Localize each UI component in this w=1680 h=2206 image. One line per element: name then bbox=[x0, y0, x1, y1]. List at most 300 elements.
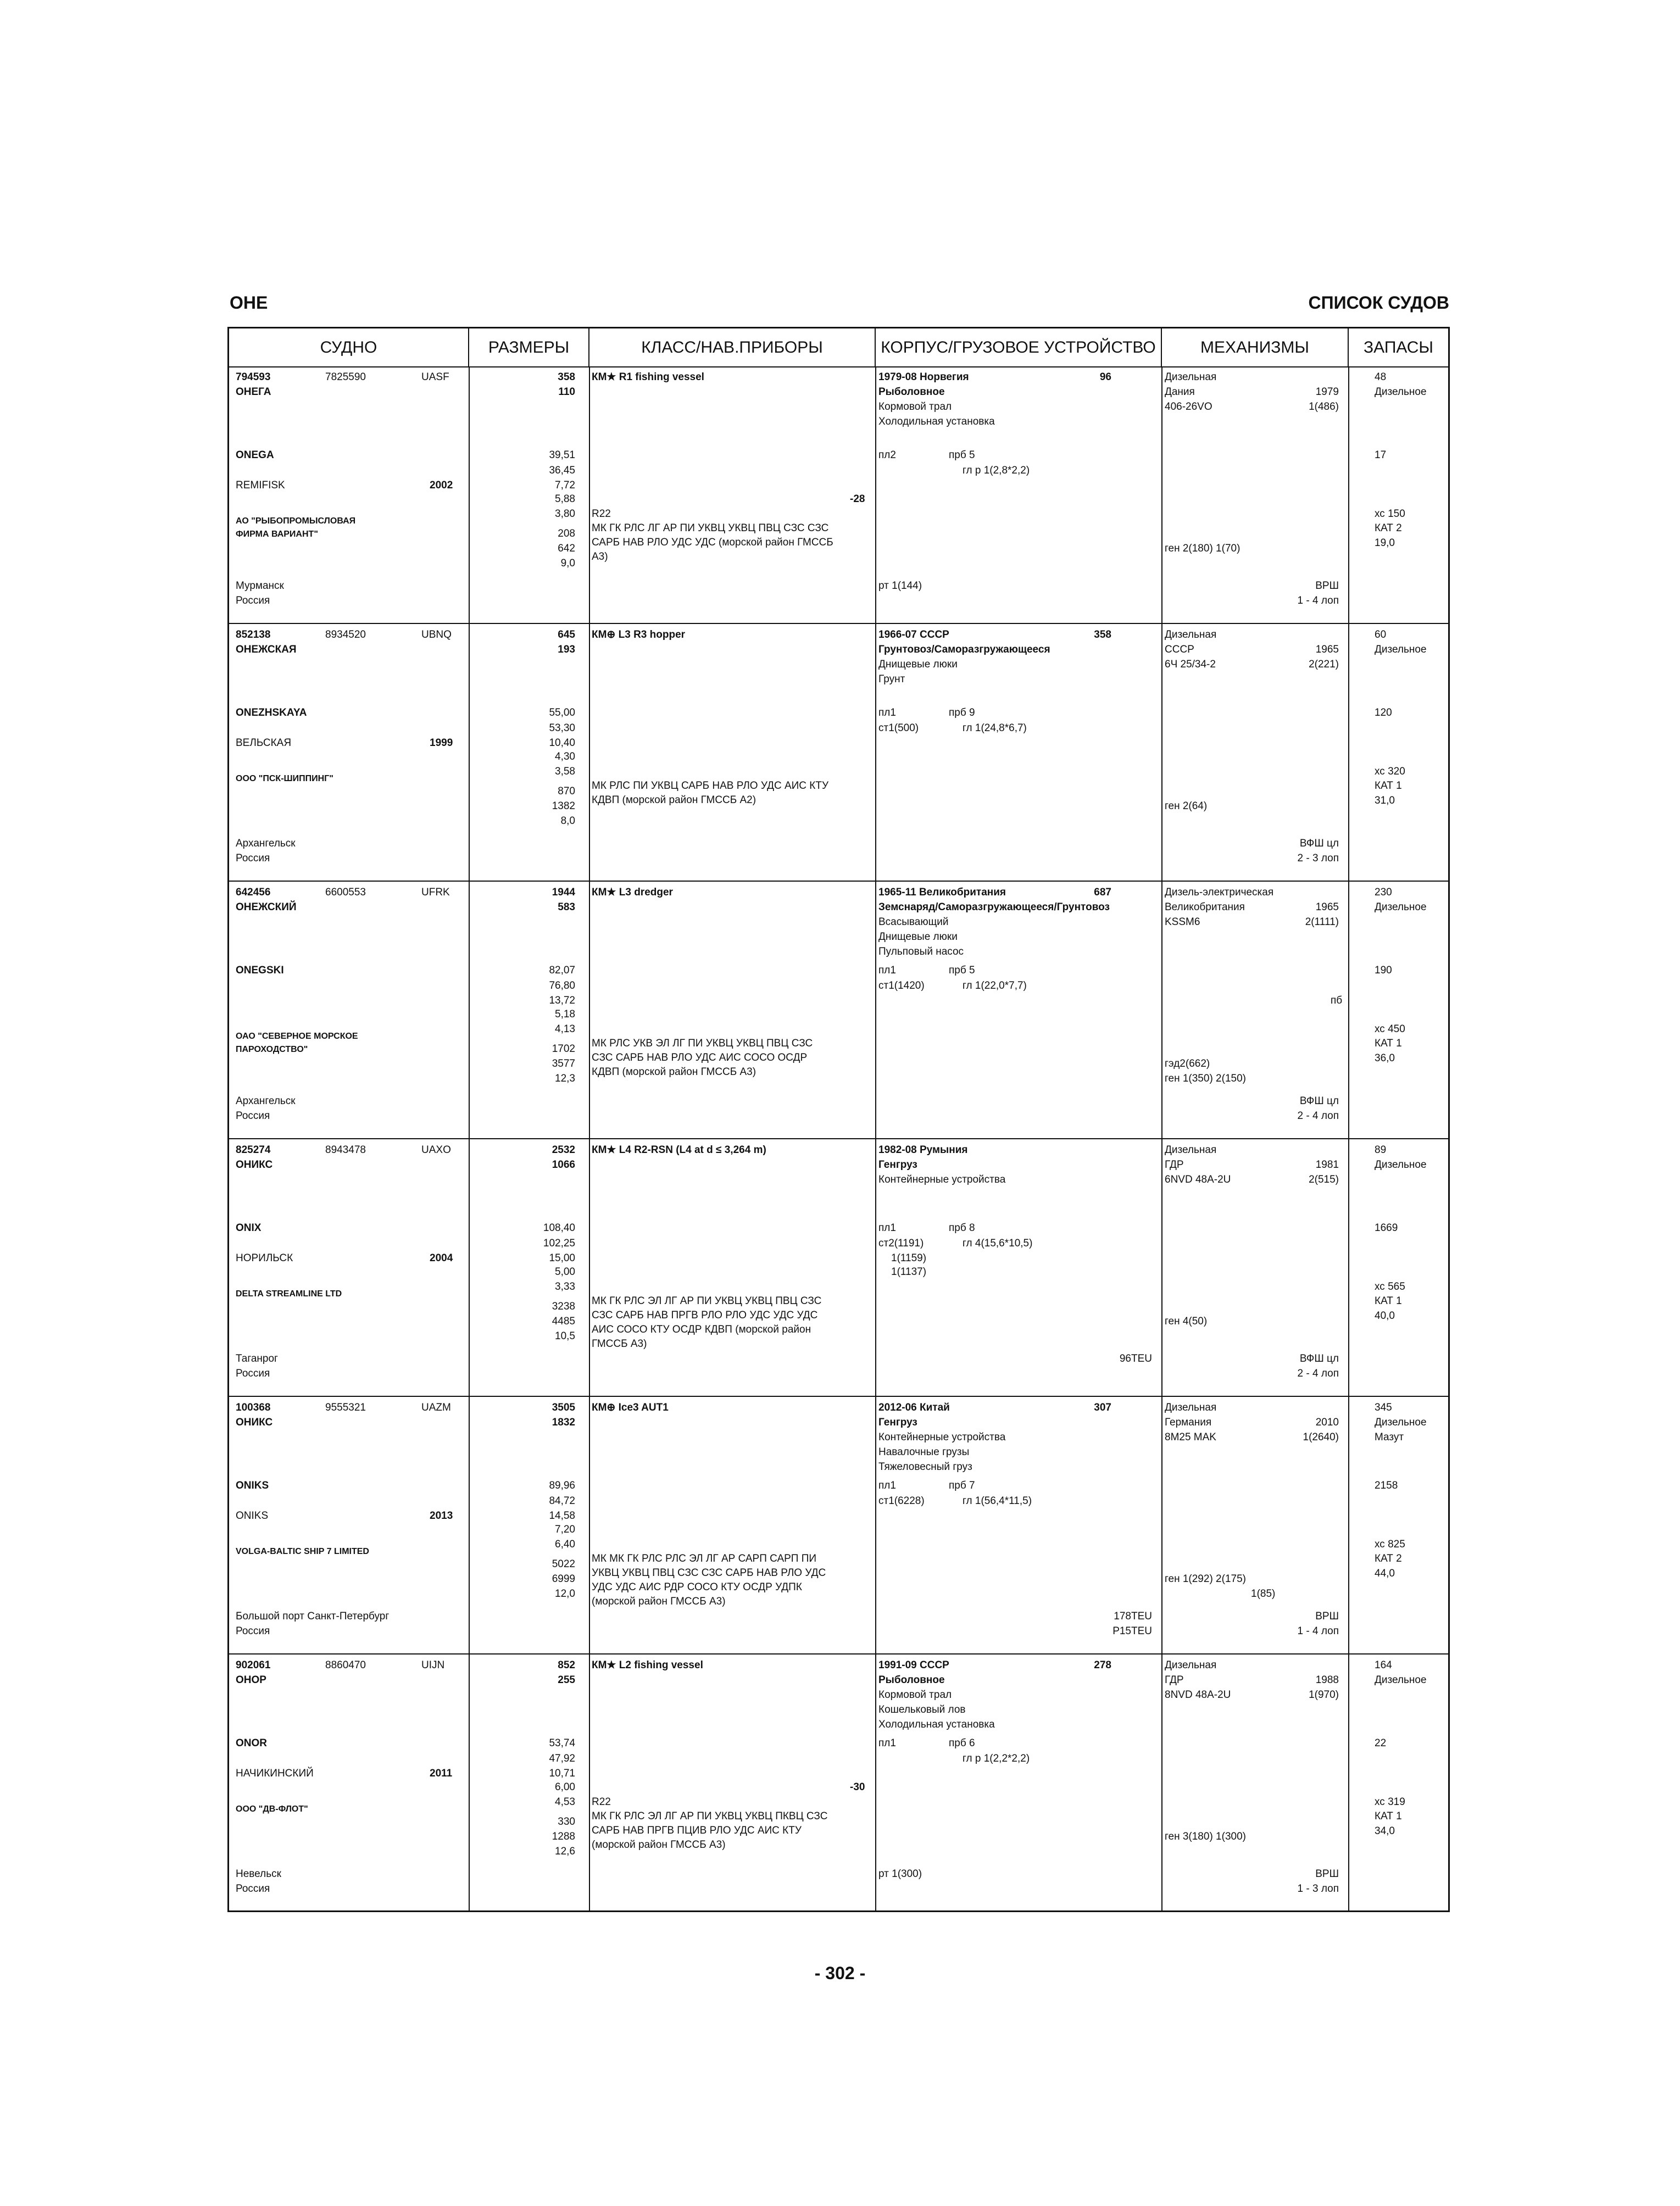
engine-power: 1(486) bbox=[1309, 401, 1339, 413]
dimension-value: 2532 bbox=[552, 1144, 575, 1156]
dimension-value: 3,58 bbox=[555, 766, 575, 777]
dimension-value: 89,96 bbox=[549, 1480, 575, 1491]
ship-type: Генгруз bbox=[878, 1159, 917, 1171]
hold-count: пл1 bbox=[878, 1222, 896, 1234]
nav-equipment-line: МК РЛС УКВ ЭЛ ЛГ ПИ УКВЦ УКВЦ ПВЦ СЗС bbox=[592, 1038, 813, 1049]
ship-name: ОНЕЖСКИЙ bbox=[236, 901, 297, 913]
hull-feature: Днищевые люки bbox=[878, 931, 958, 943]
dimension-value: 208 bbox=[558, 528, 575, 539]
stores-value: 31,0 bbox=[1375, 795, 1395, 806]
dimension-value: 9,0 bbox=[560, 558, 575, 569]
build-number: 96 bbox=[1099, 371, 1111, 383]
ship-record bbox=[229, 882, 1448, 1139]
home-port: Невельск bbox=[236, 1868, 281, 1880]
dimension-value: 1382 bbox=[552, 800, 575, 812]
header-left: ОНЕ bbox=[230, 293, 268, 313]
ship-type: Рыболовное bbox=[878, 386, 945, 398]
nav-equipment-line: А3) bbox=[592, 551, 608, 562]
column-header-stores: ЗАПАСЫ bbox=[1364, 338, 1433, 356]
stores-value: КАТ 1 bbox=[1375, 1811, 1402, 1822]
hull-feature: Днищевые люки bbox=[878, 659, 958, 670]
engine-power: 2(515) bbox=[1309, 1174, 1339, 1185]
stores-value: 19,0 bbox=[1375, 537, 1395, 549]
propeller-blades: 1 - 4 лоп bbox=[1297, 1625, 1339, 1637]
home-port: Таганрог bbox=[236, 1353, 278, 1364]
engine-year: 2010 bbox=[1315, 1417, 1339, 1428]
stores-value: 190 bbox=[1375, 965, 1392, 976]
ship-name: ОНЕЖСКАЯ bbox=[236, 644, 297, 655]
stores-value: 60 bbox=[1375, 629, 1387, 640]
owner: DELTA STREAMLINE LTD bbox=[236, 1289, 342, 1299]
dimension-value: 39,51 bbox=[549, 449, 575, 461]
build-date-country: 1991-09 СССР bbox=[878, 1659, 949, 1671]
machinery-line: 8M25 MAK bbox=[1165, 1431, 1216, 1443]
stores-value: хс 565 bbox=[1375, 1281, 1405, 1293]
dimension-value: 3,80 bbox=[555, 508, 575, 520]
dimension-value: 3505 bbox=[552, 1402, 575, 1413]
build-date-country: 1966-07 СССР bbox=[878, 629, 949, 640]
machinery-line: 406-26VO bbox=[1165, 401, 1212, 413]
registry-number: 825274 bbox=[236, 1144, 271, 1156]
dimension-value: 255 bbox=[558, 1674, 575, 1686]
stores-value: 2158 bbox=[1375, 1480, 1398, 1491]
machinery-line: Великобритания bbox=[1165, 901, 1245, 913]
home-port: Архангельск bbox=[236, 838, 296, 849]
country: Россия bbox=[236, 1110, 270, 1122]
dimension-value: 7,72 bbox=[555, 480, 575, 491]
generators: ген 2(64) bbox=[1165, 800, 1208, 812]
container-capacity: 178TEU bbox=[1114, 1611, 1152, 1622]
call-sign: UAZM bbox=[421, 1402, 451, 1413]
r-code: R22 bbox=[592, 508, 611, 520]
hold-count: пл1 bbox=[878, 1737, 896, 1749]
machinery-line: Дизельная bbox=[1165, 1659, 1217, 1671]
ship-name: ОНИКС bbox=[236, 1159, 273, 1171]
nav-equipment-line: (морской район ГМССБ А3) bbox=[592, 1839, 726, 1851]
stores-value: Дизельное bbox=[1375, 644, 1427, 655]
stores-value: 17 bbox=[1375, 449, 1387, 461]
class-notation: КМ★ L4 R2-RSN (L4 at d ≤ 3,264 m) bbox=[592, 1144, 766, 1156]
nav-equipment-line: САРБ НАВ РЛО УДС УДС (морской район ГМССБ bbox=[592, 537, 833, 548]
hull-feature: Холодильная установка bbox=[878, 1719, 995, 1730]
dimension-value: 4485 bbox=[552, 1316, 575, 1327]
hull-feature: Кормовой трал bbox=[878, 401, 952, 413]
former-name-year: 1999 bbox=[430, 737, 453, 749]
propeller-blades: 2 - 3 лоп bbox=[1297, 853, 1339, 864]
imo-number: 8860470 bbox=[325, 1659, 366, 1671]
dimension-value: 108,40 bbox=[543, 1222, 575, 1234]
dimension-value: 10,5 bbox=[555, 1330, 575, 1342]
build-number: 358 bbox=[1094, 629, 1111, 640]
dimension-value: 1288 bbox=[552, 1831, 575, 1842]
dimension-value: 3,33 bbox=[555, 1281, 575, 1293]
stores-value: 40,0 bbox=[1375, 1310, 1395, 1322]
imo-number: 8943478 bbox=[325, 1144, 366, 1156]
ship-name-latin: ONEGA bbox=[236, 449, 274, 461]
machinery-line: Дания bbox=[1165, 386, 1195, 398]
dimension-value: 4,53 bbox=[555, 1796, 575, 1808]
dimension-value: 642 bbox=[558, 543, 575, 554]
propeller-type: ВФШ цл bbox=[1299, 838, 1339, 849]
build-number: 687 bbox=[1094, 887, 1111, 898]
machinery-line: Дизельная bbox=[1165, 1402, 1217, 1413]
dimension-value: 5,18 bbox=[555, 1009, 575, 1020]
call-sign: UBNQ bbox=[421, 629, 452, 640]
ship-name: ОНИКС bbox=[236, 1417, 273, 1428]
nav-equipment-line: МК ГК РЛС ЛГ АР ПИ УКВЦ УКВЦ ПВЦ СЗС СЗС bbox=[592, 522, 829, 534]
propeller-type: ВРШ bbox=[1315, 1611, 1339, 1622]
call-sign: UASF bbox=[421, 371, 449, 383]
nav-equipment-line: КДВП (морской район ГМССБ А3) bbox=[592, 1066, 756, 1078]
imo-number: 9555321 bbox=[325, 1402, 366, 1413]
hull-feature: Всасывающий bbox=[878, 916, 949, 928]
hatch-dims: гл 1(56,4*11,5) bbox=[963, 1495, 1032, 1507]
owner: АО "РЫБОПРОМЫСЛОВАЯ ФИРМА ВАРИАНТ" bbox=[236, 516, 356, 539]
dimension-value: 4,13 bbox=[555, 1023, 575, 1035]
dimension-value: 870 bbox=[558, 786, 575, 797]
dimension-value: 4,30 bbox=[555, 751, 575, 762]
stores-value: Мазут bbox=[1375, 1431, 1404, 1443]
build-date-country: 1965-11 Великобритания bbox=[878, 887, 1006, 898]
hold-count: пл2 bbox=[878, 449, 896, 461]
nav-equipment-line: ГМССБ А3) bbox=[592, 1338, 647, 1350]
stores-value: Дизельное bbox=[1375, 1159, 1427, 1171]
stores-value: хс 825 bbox=[1375, 1539, 1405, 1550]
build-date-country: 2012-06 Китай bbox=[878, 1402, 950, 1413]
dimension-value: 852 bbox=[558, 1659, 575, 1671]
propeller-blades: 1 - 3 лоп bbox=[1297, 1883, 1339, 1895]
dimension-value: 6999 bbox=[552, 1573, 575, 1585]
hull-feature: Контейнерные устройства bbox=[878, 1431, 1006, 1443]
hold-count: пл1 bbox=[878, 1480, 896, 1491]
build-date-country: 1979-08 Норвегия bbox=[878, 371, 969, 383]
stores-value: 34,0 bbox=[1375, 1825, 1395, 1837]
hold-count: пл1 bbox=[878, 707, 896, 718]
generators: ген 4(50) bbox=[1165, 1316, 1208, 1327]
dimension-value: 5,88 bbox=[555, 493, 575, 505]
propeller-blades: 2 - 4 лоп bbox=[1297, 1368, 1339, 1379]
dimension-value: 3238 bbox=[552, 1301, 575, 1312]
stores-value: Дизельное bbox=[1375, 1674, 1427, 1686]
home-port: Архангельск bbox=[236, 1095, 296, 1107]
dimension-value: 110 bbox=[558, 386, 575, 398]
column-header-class: КЛАСС/НАВ.ПРИБОРЫ bbox=[589, 328, 876, 366]
stores-value: 36,0 bbox=[1375, 1052, 1395, 1064]
nav-equipment-line: МК МК ГК РЛС РЛС ЭЛ ЛГ АР САРП САРП ПИ bbox=[592, 1553, 817, 1564]
table-header bbox=[229, 328, 1448, 367]
hold-capacity: ст1(6228) bbox=[878, 1495, 925, 1507]
ship-type: Рыболовное bbox=[878, 1674, 945, 1686]
ship-type: Земснаряд/Саморазгружающееся/Грунтовоз bbox=[878, 901, 1110, 913]
stores-value: КАТ 2 bbox=[1375, 1553, 1402, 1564]
stores-value: 164 bbox=[1375, 1659, 1392, 1671]
nav-equipment-line: САРБ НАВ ПРГВ ПЦИВ РЛО УДС АИС КТУ bbox=[592, 1825, 802, 1836]
propeller-type: ВФШ цл bbox=[1299, 1353, 1339, 1364]
former-name-year: 2013 bbox=[430, 1510, 453, 1522]
build-number: 278 bbox=[1094, 1659, 1111, 1671]
ship-name-latin: ONOR bbox=[236, 1737, 267, 1749]
former-name: НОРИЛЬСК bbox=[236, 1252, 293, 1264]
ship-name-latin: ONEZHSKAYA bbox=[236, 707, 307, 718]
hatch-dims: гл 4(15,6*10,5) bbox=[963, 1238, 1033, 1249]
dimension-value: 15,00 bbox=[549, 1252, 575, 1264]
hold-capacity: ст1(1420) bbox=[878, 980, 925, 991]
hold-capacity: ст1(500) bbox=[878, 722, 919, 734]
dimension-value: 8,0 bbox=[560, 815, 575, 827]
class-notation: КМ★ L3 dredger bbox=[592, 887, 673, 898]
dimension-value: 1832 bbox=[552, 1417, 575, 1428]
hold-count: пл1 bbox=[878, 965, 896, 976]
engine-year: 1965 bbox=[1315, 901, 1339, 913]
engine-power: 2(1111) bbox=[1305, 916, 1339, 928]
engine-year: 1965 bbox=[1315, 644, 1339, 655]
machinery-line: KSSM6 bbox=[1165, 916, 1200, 928]
dimension-value: 6,40 bbox=[555, 1539, 575, 1550]
dimension-value: 14,58 bbox=[549, 1510, 575, 1522]
hatch-dims: гл 1(24,8*6,7) bbox=[963, 722, 1027, 734]
stores-value: Дизельное bbox=[1375, 1417, 1427, 1428]
ship-name-latin: ONIX bbox=[236, 1222, 262, 1234]
generators: ген 2(180) 1(70) bbox=[1165, 543, 1240, 554]
dimension-value: 1702 bbox=[552, 1043, 575, 1055]
hull-feature: Грунт bbox=[878, 673, 905, 685]
class-notation: КМ★ R1 fishing vessel bbox=[592, 371, 704, 383]
propeller-type: ВРШ bbox=[1315, 580, 1339, 592]
hull-feature: Кормовой трал bbox=[878, 1689, 952, 1701]
nav-equipment-line: УДС УДС АИС РДР СОСО КТУ ОСДР УДПК bbox=[592, 1581, 802, 1593]
stores-value: 120 bbox=[1375, 707, 1392, 718]
registry-number: 902061 bbox=[236, 1659, 271, 1671]
ship-name: ОНЕГА bbox=[236, 386, 271, 398]
generators: гэд2(662) bbox=[1165, 1058, 1210, 1069]
column-header-hull: КОРПУС/ГРУЗОВОЕ УСТРОЙСТВО bbox=[876, 328, 1162, 366]
engine-power: 2(221) bbox=[1309, 659, 1339, 670]
engine-year: 1988 bbox=[1315, 1674, 1339, 1686]
generators: ген 1(292) 2(175) bbox=[1165, 1573, 1246, 1585]
imo-number: 7825590 bbox=[325, 371, 366, 383]
machinery-line: ГДР bbox=[1165, 1674, 1184, 1686]
hatch-count: прб 8 bbox=[949, 1222, 975, 1234]
ship-table bbox=[227, 327, 1450, 1912]
page-header bbox=[230, 293, 1449, 317]
hull-feature: Навалочные грузы bbox=[878, 1446, 970, 1458]
country: Россия bbox=[236, 1625, 270, 1637]
ship-record bbox=[229, 1139, 1448, 1397]
dimension-value: 36,45 bbox=[549, 465, 575, 476]
dimension-value: 5022 bbox=[552, 1558, 575, 1570]
header-right: СПИСОК СУДОВ bbox=[1308, 293, 1449, 313]
machinery-line: 8NVD 48A-2U bbox=[1165, 1689, 1231, 1701]
stores-value: 89 bbox=[1375, 1144, 1387, 1156]
former-name-year: 2002 bbox=[430, 480, 453, 491]
stores-value: 22 bbox=[1375, 1737, 1387, 1749]
page-number: - 302 - bbox=[814, 1963, 866, 1983]
country: Россия bbox=[236, 1368, 270, 1379]
dimension-value: 10,40 bbox=[549, 737, 575, 749]
stores-value: пб bbox=[1331, 995, 1343, 1006]
machinery-line: 6Ч 25/34-2 bbox=[1165, 659, 1216, 670]
engine-power: 1(2640) bbox=[1303, 1431, 1339, 1443]
stores-value: хс 319 bbox=[1375, 1796, 1405, 1808]
container-capacity: Р15TEU bbox=[1112, 1625, 1152, 1637]
stores-value: КАТ 1 bbox=[1375, 780, 1402, 792]
registry-number: 852138 bbox=[236, 629, 271, 640]
ship-name-latin: ONIKS bbox=[236, 1480, 269, 1491]
dimension-value: 53,74 bbox=[549, 1737, 575, 1749]
column-header-ship: СУДНО bbox=[229, 328, 469, 366]
hull-feature: Холодильная установка bbox=[878, 416, 995, 427]
nav-equipment-line: СЗС САРБ НАВ ПРГВ РЛО РЛО УДС УДС УДС bbox=[592, 1310, 818, 1321]
dimension-value: 1066 bbox=[552, 1159, 575, 1171]
dimension-value: 6,00 bbox=[555, 1781, 575, 1793]
dimension-value: 10,71 bbox=[549, 1768, 575, 1779]
machinery-line: Дизельная bbox=[1165, 1144, 1217, 1156]
home-port: Мурманск bbox=[236, 580, 284, 592]
build-date-country: 1982-08 Румыния bbox=[878, 1144, 968, 1156]
stores-value: Дизельное bbox=[1375, 386, 1427, 398]
dimension-value: 7,20 bbox=[555, 1524, 575, 1535]
hatch-count: прб 5 bbox=[949, 449, 975, 461]
call-sign: UFRK bbox=[421, 887, 450, 898]
hull-feature: Тяжеловесный груз bbox=[878, 1461, 972, 1473]
ship-type: Генгруз bbox=[878, 1417, 917, 1428]
dimension-value: 5,00 bbox=[555, 1266, 575, 1278]
hull-bottom-line: рт 1(144) bbox=[878, 580, 922, 592]
dimension-value: 358 bbox=[558, 371, 575, 383]
generators: ген 1(350) 2(150) bbox=[1165, 1073, 1246, 1084]
machinery-line: 6NVD 48A-2U bbox=[1165, 1174, 1231, 1185]
owner: ООО "ПСК-ШИППИНГ" bbox=[236, 774, 333, 783]
former-name: REMIFISK bbox=[236, 480, 285, 491]
hold-capacity: 1(1137) bbox=[891, 1266, 927, 1278]
hatch-dims: гл р 1(2,2*2,2) bbox=[963, 1753, 1030, 1764]
imo-number: 8934520 bbox=[325, 629, 366, 640]
column-header-machinery: МЕХАНИЗМЫ bbox=[1162, 328, 1349, 366]
generators: 1(85) bbox=[1251, 1588, 1276, 1600]
dimension-value: 3577 bbox=[552, 1058, 575, 1069]
engine-power: 1(970) bbox=[1309, 1689, 1339, 1701]
hull-feature: Пульповый насос bbox=[878, 946, 964, 957]
hatch-count: прб 7 bbox=[949, 1480, 975, 1491]
former-name: ONIKS bbox=[236, 1510, 269, 1522]
machinery-line: СССР bbox=[1165, 644, 1194, 655]
class-notation: КМ★ L2 fishing vessel bbox=[592, 1659, 703, 1671]
hatch-count: прб 5 bbox=[949, 965, 975, 976]
former-name: ВЕЛЬСКАЯ bbox=[236, 737, 292, 749]
dimension-value: 12,3 bbox=[555, 1073, 575, 1084]
ship-record bbox=[229, 624, 1448, 882]
dimension-value: 84,72 bbox=[549, 1495, 575, 1507]
registry-number: 794593 bbox=[236, 371, 271, 383]
hatch-dims: гл р 1(2,8*2,2) bbox=[963, 465, 1030, 476]
stores-value: 345 bbox=[1375, 1402, 1392, 1413]
former-name-year: 2004 bbox=[430, 1252, 453, 1264]
dimension-value: 583 bbox=[558, 901, 575, 913]
nav-equipment-line: КДВП (морской район ГМССБ А2) bbox=[592, 794, 756, 806]
country: Россия bbox=[236, 853, 270, 864]
dimension-value: 330 bbox=[558, 1816, 575, 1828]
generators: ген 3(180) 1(300) bbox=[1165, 1831, 1246, 1842]
ice-temp: -28 bbox=[850, 493, 865, 505]
propeller-type: ВРШ bbox=[1315, 1868, 1339, 1880]
ship-record bbox=[229, 366, 1448, 624]
nav-equipment-line: АИС СОСО КТУ ОСДР КДВП (морской район bbox=[592, 1324, 811, 1335]
dimension-value: 47,92 bbox=[549, 1753, 575, 1764]
hatch-dims: гл 1(22,0*7,7) bbox=[963, 980, 1027, 991]
ship-record bbox=[229, 1654, 1448, 1912]
class-notation: КМ⊕ Ice3 AUT1 bbox=[592, 1402, 669, 1413]
machinery-line: ГДР bbox=[1165, 1159, 1184, 1171]
hatch-count: прб 9 bbox=[949, 707, 975, 718]
stores-value: хс 450 bbox=[1375, 1023, 1405, 1035]
stores-value: КАТ 1 bbox=[1375, 1295, 1402, 1307]
engine-year: 1979 bbox=[1315, 386, 1339, 398]
owner: VOLGA-BALTIC SHIP 7 LIMITED bbox=[236, 1547, 369, 1556]
owner: ООО "ДВ-ФЛОТ" bbox=[236, 1804, 308, 1814]
call-sign: UIJN bbox=[421, 1659, 445, 1671]
propeller-blades: 2 - 4 лоп bbox=[1297, 1110, 1339, 1122]
dimension-value: 1944 bbox=[552, 887, 575, 898]
dimension-value: 55,00 bbox=[549, 707, 575, 718]
propeller-blades: 1 - 4 лоп bbox=[1297, 595, 1339, 606]
country: Россия bbox=[236, 595, 270, 606]
ice-temp: -30 bbox=[850, 1781, 865, 1793]
stores-value: хс 150 bbox=[1375, 508, 1405, 520]
machinery-line: Дизельная bbox=[1165, 371, 1217, 383]
nav-equipment-line: МК ГК РЛС ЭЛ ЛГ АР ПИ УКВЦ УКВЦ ПВЦ СЗС bbox=[592, 1295, 822, 1307]
hull-feature: Кошельковый лов bbox=[878, 1704, 966, 1715]
machinery-line: Дизельная bbox=[1165, 629, 1217, 640]
dimension-value: 53,30 bbox=[549, 722, 575, 734]
dimension-value: 12,6 bbox=[555, 1846, 575, 1857]
engine-year: 1981 bbox=[1315, 1159, 1339, 1171]
build-number: 307 bbox=[1094, 1402, 1111, 1413]
hatch-count: прб 6 bbox=[949, 1737, 975, 1749]
nav-equipment-line: МК ГК РЛС ЭЛ ЛГ АР ПИ УКВЦ УКВЦ ПКВЦ СЗС bbox=[592, 1811, 828, 1822]
machinery-line: Германия bbox=[1165, 1417, 1212, 1428]
stores-value: КАТ 2 bbox=[1375, 522, 1402, 534]
hull-feature: Контейнерные устройства bbox=[878, 1174, 1006, 1185]
hull-bottom-line: рт 1(300) bbox=[878, 1868, 922, 1880]
nav-equipment-line: МК РЛС ПИ УКВЦ САРБ НАВ РЛО УДС АИС КТУ bbox=[592, 780, 829, 792]
home-port: Большой порт Санкт-Петербург bbox=[236, 1611, 390, 1622]
class-notation: КМ⊕ L3 R3 hopper bbox=[592, 629, 686, 640]
nav-equipment-line: УКВЦ УКВЦ ПВЦ СЗС СЗС САРБ НАВ РЛО УДС bbox=[592, 1567, 826, 1579]
former-name: НАЧИКИНСКИЙ bbox=[236, 1768, 314, 1779]
propeller-type: ВФШ цл bbox=[1299, 1095, 1339, 1107]
ship-name: ОНОР bbox=[236, 1674, 266, 1686]
dimension-value: 76,80 bbox=[549, 980, 575, 991]
stores-value: 1669 bbox=[1375, 1222, 1398, 1234]
machinery-line: Дизель-электрическая bbox=[1165, 887, 1274, 898]
hold-capacity: 1(1159) bbox=[891, 1252, 927, 1264]
dimension-value: 12,0 bbox=[555, 1588, 575, 1600]
dimension-value: 645 bbox=[558, 629, 575, 640]
call-sign: UAXO bbox=[421, 1144, 451, 1156]
stores-value: 230 bbox=[1375, 887, 1392, 898]
r-code: R22 bbox=[592, 1796, 611, 1808]
registry-number: 100368 bbox=[236, 1402, 271, 1413]
ship-type: Грунтовоз/Саморазгружающееся bbox=[878, 644, 1050, 655]
ship-record bbox=[229, 1397, 1448, 1654]
country: Россия bbox=[236, 1883, 270, 1895]
stores-value: Дизельное bbox=[1375, 901, 1427, 913]
stores-value: хс 320 bbox=[1375, 766, 1405, 777]
nav-equipment-line: СЗС САРБ НАВ РЛО УДС АИС СОСО ОСДР bbox=[592, 1052, 808, 1063]
owner: ОАО "СЕВЕРНОЕ МОРСКОЕ ПАРОХОДСТВО" bbox=[236, 1032, 358, 1054]
column-header-dimensions: РАЗМЕРЫ bbox=[469, 328, 589, 366]
nav-equipment-line: (морской район ГМССБ А3) bbox=[592, 1596, 726, 1607]
